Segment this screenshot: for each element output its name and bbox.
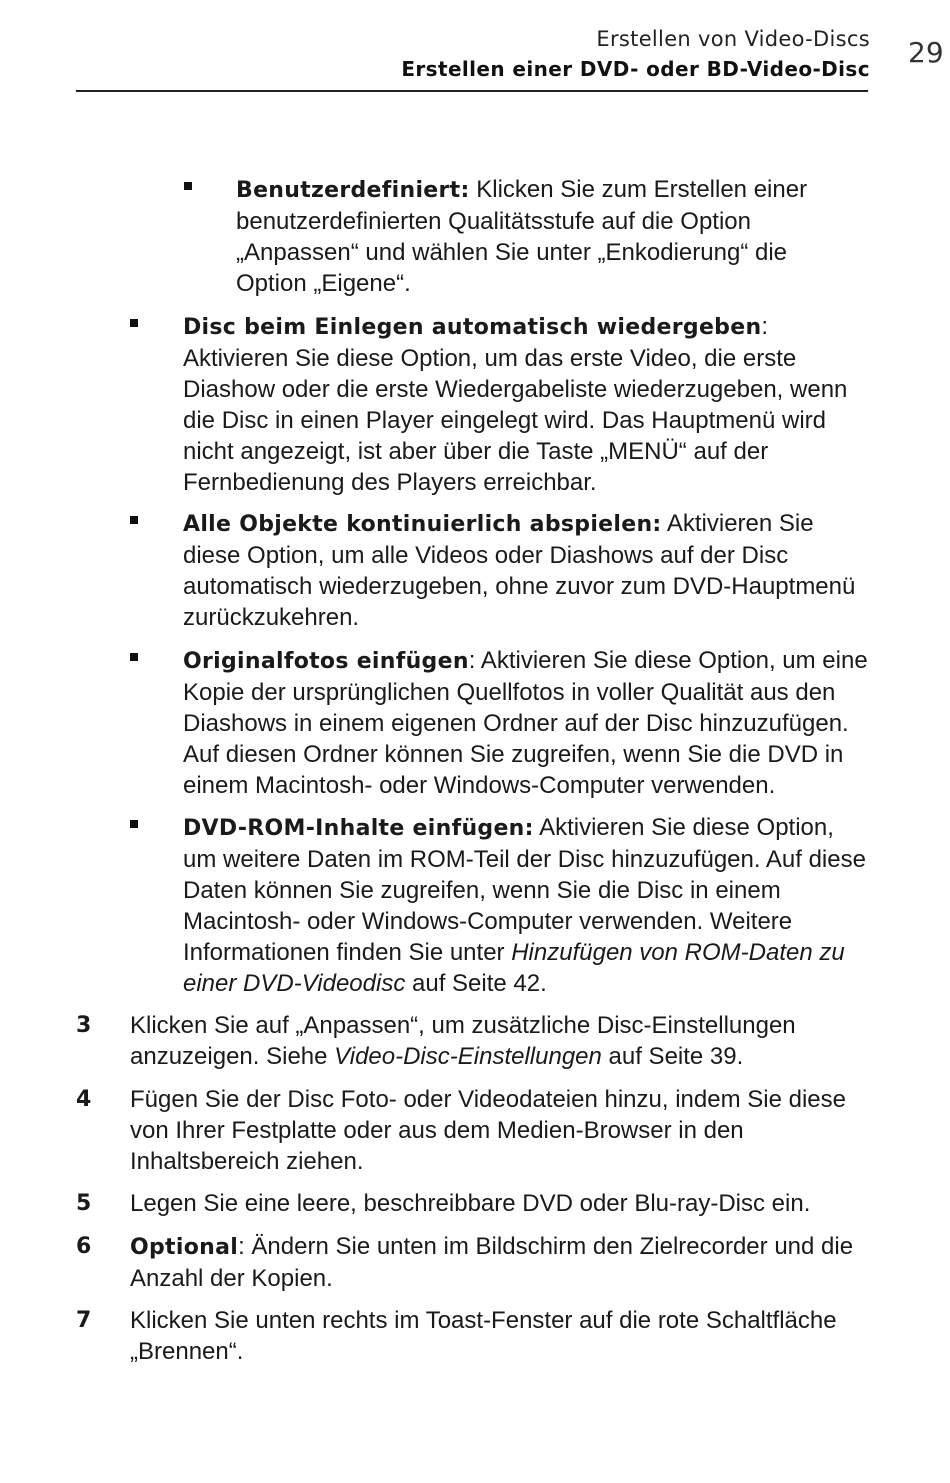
step-text: Klicken Sie auf „Anpassen“, um zusätzliche Disc-Einstellungen anzuzeigen. Siehe bbox=[130, 1012, 796, 1070]
page-number: 29 bbox=[908, 36, 944, 69]
step-item bbox=[130, 1188, 870, 1219]
step-item bbox=[130, 1305, 870, 1367]
step-item bbox=[130, 1084, 870, 1177]
step-item bbox=[130, 1231, 870, 1294]
bullet-marker bbox=[130, 820, 138, 828]
bullet-item bbox=[183, 508, 873, 633]
bullet-marker bbox=[130, 653, 138, 661]
bullet-term: DVD-ROM-Inhalte einfügen: bbox=[183, 816, 534, 841]
running-header bbox=[76, 24, 870, 84]
bullet-term: Disc beim Einlegen automatisch wiedergeben bbox=[183, 315, 762, 340]
subbullet-term: Benutzerdefiniert: bbox=[236, 178, 470, 203]
bullet-item bbox=[183, 812, 873, 999]
step-text: Klicken Sie unten rechts im Toast-Fenster auf die rote Schaltfläche „Brennen“. bbox=[130, 1307, 837, 1365]
step-term: Optional bbox=[130, 1235, 239, 1260]
cross-reference-link[interactable]: Hinzufügen von ROM-Daten zu einer DVD-Videodisc bbox=[183, 939, 845, 997]
section-title: Erstellen einer DVD- oder BD-Video-Disc bbox=[401, 57, 870, 81]
step-text: : Ändern Sie unten im Bildschirm den Zielrecorder und die Anzahl der Kopien. bbox=[130, 1233, 854, 1292]
bullet-term: Originalfotos einfügen bbox=[183, 649, 469, 674]
cross-reference-link[interactable]: Video-Disc-Einstellungen bbox=[334, 1043, 602, 1070]
step-number: 6 bbox=[76, 1234, 92, 1259]
bullet-item bbox=[183, 645, 873, 801]
step-number: 4 bbox=[76, 1087, 92, 1112]
bullet-text: : Aktivieren Sie diese Option, um das erste Video, die erste Diashow oder die erste Wiedergabeliste wiederzugeben, wenn die Disc in einen Player eingelegt wird. Das Hauptmenü wird nicht angezeigt, ist aber über die Taste „MENÜ“ auf der Fernbedienung des Players erreichbar. bbox=[183, 313, 848, 496]
subbullet-text: Klicken Sie zum Erstellen einer benutzerdefinierten Qualitätsstufe auf die Option „Anpassen“ und wählen Sie unter „Enkodierung“ die Option „Eigene“. bbox=[236, 176, 808, 297]
bullet-text: Aktivieren Sie diese Option, um alle Videos oder Diashows auf der Disc automatisch wiederzugeben, ohne zuvor zum DVD-Hauptmenü zurückzukehren. bbox=[183, 510, 856, 631]
bullet-marker bbox=[184, 182, 192, 190]
step-text-after: auf Seite 39. bbox=[601, 1043, 744, 1070]
bullet-item bbox=[183, 311, 873, 498]
bullet-term: Alle Objekte kontinuierlich abspielen: bbox=[183, 512, 662, 537]
step-item bbox=[130, 1010, 870, 1072]
step-number: 7 bbox=[76, 1308, 92, 1333]
step-text: Fügen Sie der Disc Foto- oder Videodateien hinzu, indem Sie diese von Ihrer Festplatte oder aus dem Medien-Browser in den Inhaltsbereich ziehen. bbox=[130, 1086, 846, 1175]
bullet-marker bbox=[130, 319, 138, 327]
bullet-text: : Aktivieren Sie diese Option, um eine Kopie der ursprünglichen Quellfotos in voller Qualität aus den Diashows in einem eigenen Ordner auf der Disc hinzuzufügen. Auf diesen Ordner können Sie zugreifen, wenn Sie die DVD in einem Macintosh- oder Windows-Computer verwenden. bbox=[183, 647, 868, 799]
bullet-text: Aktivieren Sie diese Option, um weitere Daten im ROM-Teil der Disc hinzuzufügen. Auf diese Daten können Sie zugreifen, wenn Sie die Disc in einem Macintosh- oder Windows-Computer verwenden. Weitere Informationen finden Sie unter bbox=[183, 814, 866, 966]
bullet-marker bbox=[130, 516, 138, 524]
bullet-text-after: auf Seite 42. bbox=[405, 970, 547, 997]
subbullet-item bbox=[236, 174, 836, 299]
header-rule bbox=[76, 90, 868, 92]
step-text: Legen Sie eine leere, beschreibbare DVD oder Blu-ray-Disc ein. bbox=[130, 1190, 811, 1217]
step-number: 5 bbox=[76, 1191, 92, 1216]
chapter-title: Erstellen von Video-Discs bbox=[596, 27, 870, 51]
step-number: 3 bbox=[76, 1013, 92, 1038]
